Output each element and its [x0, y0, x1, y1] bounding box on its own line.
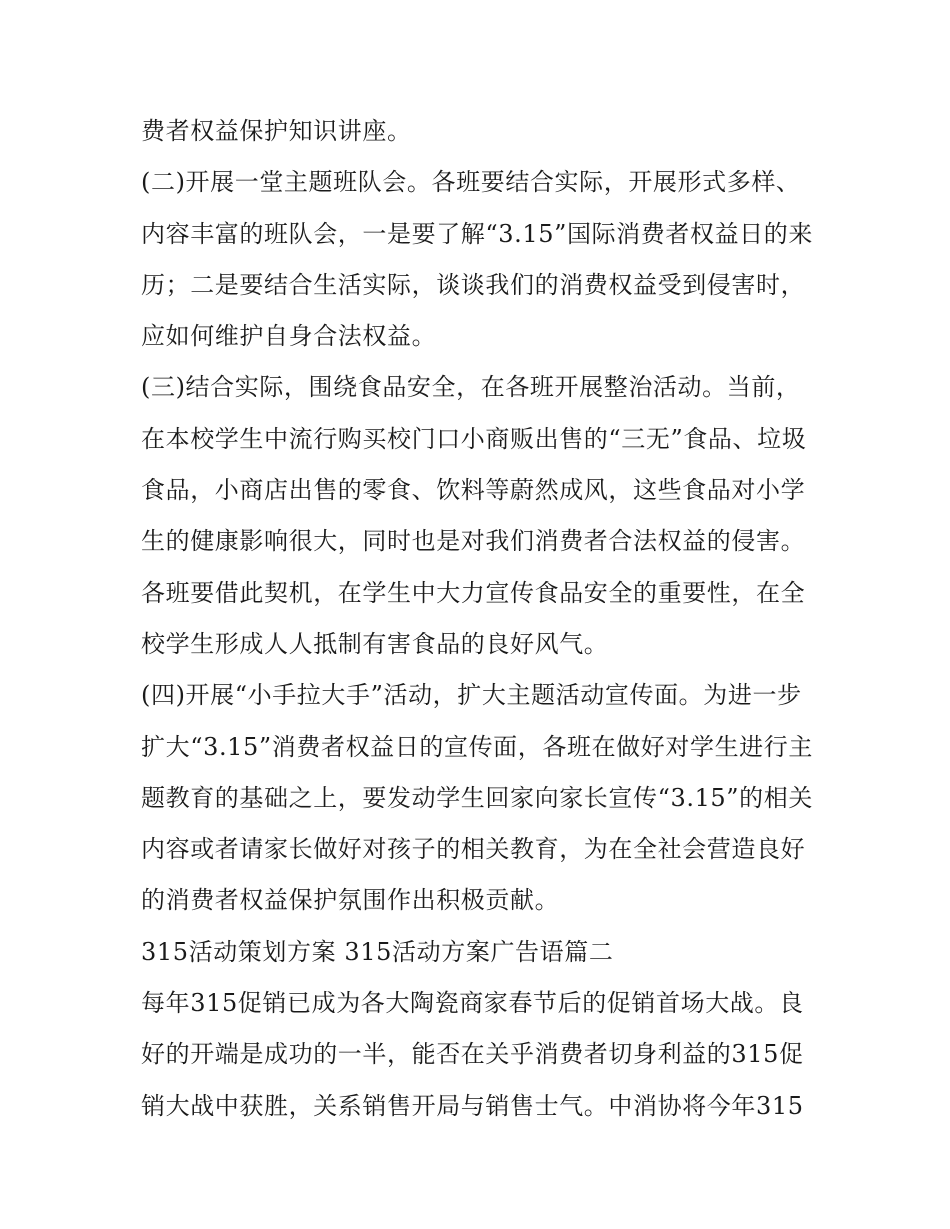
text-line: 内容丰富的班队会，一是要了解“3.15”国际消费者权益日的来 [141, 219, 813, 248]
text-line: 销大战中获胜，关系销售开局与销售士气。中消协将今年315 [141, 1091, 804, 1120]
text-line: (四)开展“小手拉大手”活动，扩大主题活动宣传面。为进一步 [141, 681, 802, 710]
text-line: 食品，小商店出售的零食、饮料等蔚然成风，这些食品对小学 [141, 476, 806, 505]
text-line: 的消费者权益保护氛围作出积极贡献。 [141, 886, 560, 915]
text-line: 各班要借此契机，在学生中大力宣传食品安全的重要性，在全 [141, 578, 806, 607]
text-line: 内容或者请家长做好对孩子的相关教育，为在全社会营造良好 [141, 835, 806, 864]
text-line: 每年315促销已成为各大陶瓷商家春节后的促销首场大战。良 [141, 989, 804, 1018]
text-line: 应如何维护自身合法权益。 [141, 322, 437, 351]
section-heading: 315活动策划方案 315活动方案广告语篇二 [141, 937, 614, 966]
text-line: 在本校学生中流行购买校门口小商贩出售的“三无”食品、垃圾 [141, 424, 807, 453]
text-line: (二)开展一堂主题班队会。各班要结合实际，开展形式多样、 [141, 168, 801, 197]
text-line: 扩大“3.15”消费者权益日的宣传面，各班在做好对学生进行主 [141, 732, 813, 761]
text-line: 校学生形成人人抵制有害食品的良好风气。 [141, 629, 609, 658]
text-line: 历；二是要结合生活实际，谈谈我们的消费权益受到侵害时， [141, 270, 806, 299]
text-line: 题教育的基础之上，要发动学生回家向家长宣传“3.15”的相关 [141, 783, 813, 812]
text-line: 费者权益保护知识讲座。 [141, 117, 412, 145]
text-line: (三)结合实际，围绕食品安全，在各班开展整治活动。当前， [141, 373, 801, 402]
text-line: 生的健康影响很大，同时也是对我们消费者合法权益的侵害。 [141, 527, 806, 556]
document-body [141, 106, 821, 1132]
text-line: 好的开端是成功的一半，能否在关乎消费者切身利益的315促 [141, 1040, 804, 1069]
